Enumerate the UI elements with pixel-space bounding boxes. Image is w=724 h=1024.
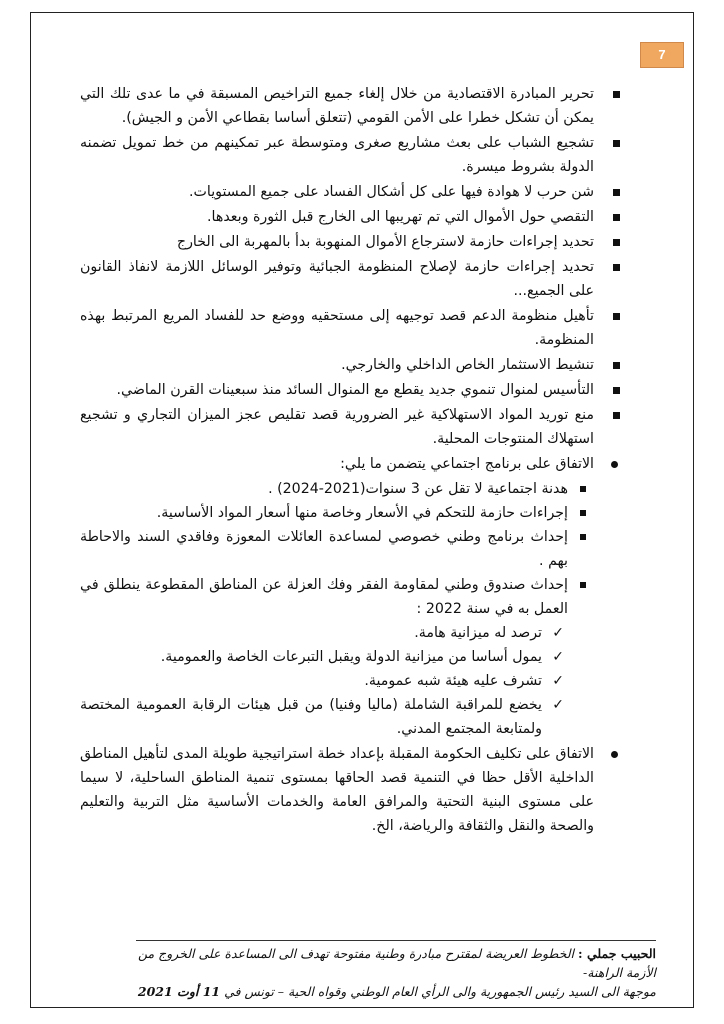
- small-square-bullet-icon: [580, 510, 586, 516]
- round-bullet-icon: [611, 461, 618, 468]
- list-item: ✓ يمول أساسا من ميزانية الدولة ويقبل التبرعات الخاصة والعمومية.: [80, 645, 568, 669]
- list-item: ✓ ترصد له ميزانية هامة.: [80, 621, 568, 645]
- list-item: إجراءات حازمة للتحكم في الأسعار وخاصة منها أسعار المواد الأساسية.: [80, 501, 594, 525]
- footer-addressee: موجهة الى السيد رئيس الجمهورية والى الرأي العام الوطني وقواه الحية – تونس في: [224, 984, 656, 999]
- page-footer: [136, 940, 656, 1001]
- list-item: منع توريد المواد الاستهلاكية غير الضرورية قصد تقليص عجز الميزان التجاري و تشجيع استهلاك المنتوجات المحلية.: [80, 403, 624, 451]
- checkmark-icon: ✓: [552, 697, 564, 713]
- list-item: تأهيل منظومة الدعم قصد توجيهه إلى مستحقيه ووضع حد للفساد المريع المرتبط بهذه المنظومة.: [80, 304, 624, 352]
- footer-subject: الخطوط العريضة لمقترح مبادرة وطنية مفتوحة تهدف الى المساعدة على الخروج من الأزمة الراهنة-: [137, 946, 656, 980]
- list-item: التقصي حول الأموال التي تم تهريبها الى الخارج قبل الثورة وبعدها.: [80, 205, 624, 229]
- list-item: تحديد إجراءات حازمة لإصلاح المنظومة الجبائية وتوفير الوسائل اللازمة لانفاذ القانون على الجميع...: [80, 255, 624, 303]
- square-bullet-icon: [613, 264, 620, 271]
- list-item: تنشيط الاستثمار الخاص الداخلي والخارجي.: [80, 353, 624, 377]
- list-item: التأسيس لمنوال تنموي جديد يقطع مع المنوال السائد منذ سبعينات القرن الماضي.: [80, 378, 624, 402]
- list-item: تحرير المبادرة الاقتصادية من خلال إلغاء جميع التراخيص المسبقة في ما عدى تلك التي يمكن أن تشكل خطرا على الأمن القومي (تتعلق أساسا بقطاعي الأمن و الجيش).: [80, 82, 624, 130]
- list-item: إحداث صندوق وطني لمقاومة الفقر وفك العزلة عن المناطق المقطوعة ينطلق في العمل به في سنة 2022 : ✓ ترصد له ميزانية هامة. ✓ يمول أساسا من ميزانية الدولة ويقبل التبرعات الخاصة والعمومية. ✓ تشرف عليه هيئة شبه عمومية. ✓ يخضع للمراقبة الشاملة (ماليا وفنيا) من قبل هيئات الرقابة العمومية المختصة ولمتابعة المجتمع المدني.: [80, 573, 594, 741]
- square-bullet-icon: [613, 214, 620, 221]
- page-number: 7: [640, 42, 684, 68]
- square-bullet-icon: [613, 412, 620, 419]
- small-square-bullet-icon: [580, 486, 586, 492]
- square-bullet-icon: [613, 362, 620, 369]
- social-program-sublist: [80, 477, 594, 741]
- footer-line-1: [136, 944, 656, 982]
- list-item: شن حرب لا هوادة فيها على كل أشكال الفساد على جميع المستويات.: [80, 180, 624, 204]
- checkmark-icon: ✓: [552, 673, 564, 689]
- square-bullet-icon: [613, 313, 620, 320]
- square-bullet-icon: [613, 91, 620, 98]
- square-bullet-icon: [613, 140, 620, 147]
- agreements-list: [80, 452, 624, 838]
- list-item: ✓ يخضع للمراقبة الشاملة (ماليا وفنيا) من قبل هيئات الرقابة العمومية المختصة ولمتابعة المجتمع المدني.: [80, 693, 568, 741]
- social-program-item: الاتفاق على برنامج اجتماعي يتضمن ما يلي: هدنة اجتماعية لا تقل عن 3 سنوات(2021-2024) . إجراءات حازمة للتحكم في الأسعار وخاصة منها أسعار المواد الأساسية. إحداث برنامج وطني خصوصي لمساعدة العائلات المعوزة وفاقدي السند والاحاطة بهم . إحداث صندوق وطني لمقاومة الفقر وفك العزلة عن المناطق المقطوعة ينطلق في العمل به في سنة 2022 : ✓ ترصد له ميزانية هامة. ✓ يمول أساسا من ميزانية الدولة ويقبل التبرعات الخاصة والعمومية. ✓ تشرف عليه هيئة شبه عمومية. ✓ يخضع للمراقبة الشاملة (ماليا وفنيا) من قبل هيئات الرقابة العمومية المختصة ولمتابعة المجتمع المدني.: [80, 452, 624, 741]
- footer-line-2: [136, 982, 656, 1001]
- round-bullet-icon: [611, 751, 618, 758]
- list-item: هدنة اجتماعية لا تقل عن 3 سنوات(2021-2024) .: [80, 477, 594, 501]
- footer-date: 11 أوت 2021: [137, 984, 221, 999]
- square-bullet-icon: [613, 387, 620, 394]
- list-item: تحديد إجراءات حازمة لاسترجاع الأموال المنهوبة بدأ بالمهربة الى الخارج: [80, 230, 624, 254]
- square-bullet-icon: [613, 239, 620, 246]
- small-square-bullet-icon: [580, 582, 586, 588]
- square-bullet-icon: [613, 189, 620, 196]
- small-square-bullet-icon: [580, 534, 586, 540]
- regional-development-item: الاتفاق على تكليف الحكومة المقبلة بإعداد خطة استراتيجية طويلة المدى لتأهيل المناطق الداخلية الأقل حظا في التنمية قصد الحاقها بمستوى تنمية المناطق الساحلية، لا سيما على مستوى البنية التحتية والمرافق العامة والخدمات الأساسية مثل التربية والتعليم والصحة والنقل والثقافة والرياضة، الخ.: [80, 742, 624, 838]
- list-item: تشجيع الشباب على بعث مشاريع صغرى ومتوسطة عبر تمكينهم من خط تمويل تضمنه الدولة بشروط ميسرة.: [80, 131, 624, 179]
- checkmark-icon: ✓: [552, 625, 564, 641]
- fund-details-list: [80, 621, 568, 741]
- economic-measures-list: [80, 82, 624, 451]
- list-item: ✓ تشرف عليه هيئة شبه عمومية.: [80, 669, 568, 693]
- document-body: [80, 82, 624, 838]
- checkmark-icon: ✓: [552, 649, 564, 665]
- list-item: إحداث برنامج وطني خصوصي لمساعدة العائلات المعوزة وفاقدي السند والاحاطة بهم .: [80, 525, 594, 573]
- footer-author: الحبيب جملي :: [578, 946, 656, 961]
